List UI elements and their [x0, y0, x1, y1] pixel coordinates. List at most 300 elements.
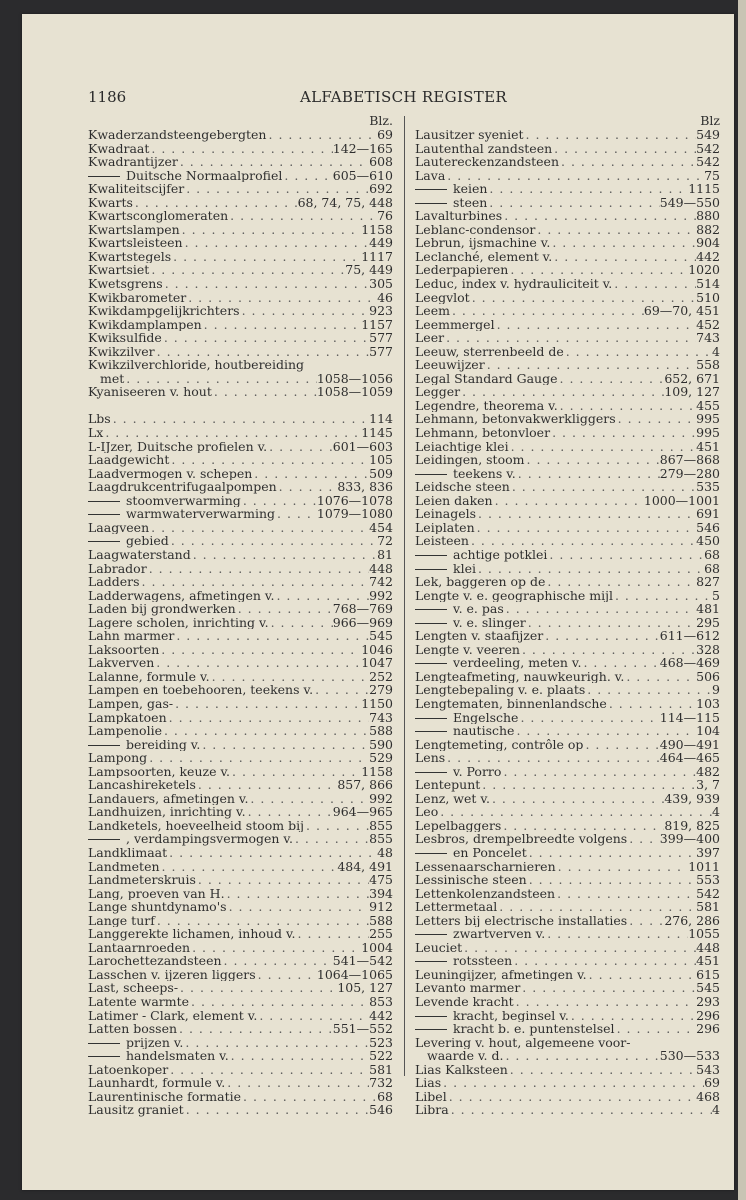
- index-entry: [88, 453, 393, 467]
- dot-leader: [178, 981, 337, 995]
- entry-label: Latimer - Clark, element v.: [88, 1008, 258, 1023]
- index-entry: [88, 602, 393, 616]
- dot-leader: [202, 318, 362, 332]
- index-entry: [415, 548, 720, 562]
- entry-pages: 328: [696, 642, 720, 657]
- dot-leader: [508, 263, 688, 277]
- index-entry: [415, 751, 720, 765]
- index-entry: [88, 467, 393, 481]
- entry-pages: 855: [369, 832, 393, 846]
- dot-leader: [147, 562, 369, 576]
- index-entry: [415, 1009, 720, 1023]
- entry-label: Laagveen: [88, 520, 150, 535]
- dot-leader: [555, 887, 696, 901]
- entry-pages: 69: [377, 128, 393, 142]
- entry-label: prijzen v.: [88, 1036, 183, 1050]
- dot-leader: [162, 331, 369, 345]
- dot-leader: [184, 1103, 369, 1117]
- dot-leader: [476, 507, 696, 521]
- dot-leader: [133, 196, 298, 210]
- entry-label: Kwikdamplampen: [88, 317, 202, 332]
- dot-leader: [178, 155, 369, 169]
- index-entry: [415, 954, 720, 968]
- dot-leader: [480, 778, 696, 792]
- index-entry: [415, 792, 720, 806]
- entry-pages: 966—969: [332, 615, 393, 630]
- entry-label: Kwartsleisteen: [88, 236, 183, 250]
- entry-label: Leiachtige klei: [415, 439, 509, 454]
- dot-leader: [543, 629, 660, 643]
- entry-label: , verdampingsvermogen v.: [88, 832, 293, 846]
- index-entry: [88, 128, 393, 142]
- dot-leader: [149, 263, 345, 277]
- entry-pages: 1055: [688, 927, 720, 941]
- dot-leader: [240, 304, 370, 318]
- entry-pages: 732: [369, 1076, 393, 1090]
- dot-leader: [256, 968, 317, 982]
- index-entry: [88, 521, 393, 535]
- entry-label: Laagdrukcentrifugaalpompen: [88, 480, 277, 494]
- entry-label: Lengtemeting, contrôle op: [415, 737, 584, 752]
- entry-pages: 577: [369, 331, 393, 345]
- entry-label: Kwiksulfide: [88, 331, 162, 345]
- entry-label: Kwetsgrens: [88, 277, 163, 291]
- dot-leader: [512, 954, 696, 968]
- dot-leader: [583, 738, 659, 752]
- entry-pages: 1046: [361, 642, 393, 657]
- entry-label: Lalanne, formule v.: [88, 669, 210, 684]
- entry-label: Leinagels: [415, 507, 477, 521]
- index-entry: [415, 209, 720, 223]
- entry-pages: 546: [369, 1103, 393, 1117]
- entry-pages: 5: [712, 588, 720, 603]
- entry-label: Latten bossen: [88, 1022, 178, 1036]
- index-entry: [415, 372, 720, 386]
- entry-label: Lampenolie: [88, 724, 162, 738]
- entry-label: Lancashireketels: [88, 778, 196, 792]
- index-entry: [88, 236, 393, 250]
- dot-leader: [485, 358, 696, 372]
- entry-label: Lengtebepaling v. e. plaats: [415, 683, 586, 697]
- dot-leader: [228, 209, 377, 223]
- entry-label: Leeuwijzer: [415, 358, 485, 372]
- entry-pages: 551—552: [332, 1022, 393, 1036]
- entry-pages: 75: [704, 168, 720, 183]
- entry-pages: 399—400: [659, 832, 720, 846]
- index-entry: [415, 345, 720, 359]
- dot-leader: [627, 914, 664, 928]
- dot-leader: [229, 1049, 369, 1063]
- index-entry: [415, 995, 720, 1009]
- entry-label: v. e. slinger: [415, 616, 526, 630]
- entry-pages: 448: [696, 940, 720, 955]
- index-entry: [88, 480, 393, 494]
- index-entry: [415, 426, 720, 440]
- index-entry: [415, 860, 720, 874]
- dot-leader: [163, 277, 369, 291]
- index-entry: [415, 1063, 720, 1077]
- index-entry: [415, 927, 720, 941]
- entry-pages: 1158: [361, 222, 393, 237]
- entry-label: en Poncelet: [415, 846, 527, 860]
- dot-leader: [183, 1036, 369, 1050]
- entry-label: Lias Kalksteen: [415, 1062, 508, 1077]
- dot-leader: [501, 819, 664, 833]
- dot-leader: [282, 169, 332, 183]
- index-entry: [88, 968, 393, 982]
- index-entry: [415, 263, 720, 277]
- entry-label: Kyaniseeren v. hout: [88, 385, 212, 399]
- index-entry: [415, 873, 720, 887]
- entry-label: waarde v. d.: [427, 1049, 504, 1063]
- index-entry: [415, 331, 720, 345]
- entry-label: Kwaliteitscijfer: [88, 182, 185, 196]
- entry-pages: 880: [696, 209, 720, 223]
- entry-pages: 255: [369, 927, 393, 941]
- index-entry: [415, 304, 720, 318]
- entry-label: Leuningijzer, afmetingen v.: [415, 967, 587, 982]
- entry-pages: 691: [696, 507, 720, 521]
- index-entry: [88, 1076, 393, 1090]
- entry-label: Duitsche Normaalprofiel: [88, 169, 282, 183]
- index-entry: [415, 534, 720, 548]
- entry-pages: 588: [369, 913, 393, 928]
- index-entry: [415, 1090, 720, 1104]
- entry-pages: 535: [696, 480, 720, 494]
- entry-label: Leeuw, sterrenbeeld de: [415, 344, 564, 359]
- entry-label: nautische: [415, 724, 514, 738]
- index-entry: [415, 589, 720, 603]
- index-entry: [88, 575, 393, 589]
- entry-label: Landmeterskruis: [88, 873, 196, 887]
- index-entry: [415, 1103, 720, 1117]
- index-entry: [88, 548, 393, 562]
- entry-pages: 279: [369, 683, 393, 697]
- entry-pages: 397: [696, 845, 720, 860]
- entry-label: teekens v.: [415, 467, 516, 481]
- entry-pages: 451: [696, 439, 720, 454]
- index-entry: [415, 155, 720, 169]
- entry-label: Lahn marmer: [88, 629, 175, 643]
- dot-leader: [210, 670, 370, 684]
- entry-label: Legger: [415, 385, 461, 399]
- entry-pages: 1158: [361, 764, 393, 779]
- entry-pages: 109, 127: [664, 385, 720, 399]
- dot-leader: [501, 765, 696, 779]
- index-entry: [88, 412, 393, 426]
- entry-pages: 545: [696, 981, 720, 995]
- dot-leader: [535, 223, 696, 237]
- entry-pages: 394: [369, 886, 393, 901]
- entry-pages: 450: [696, 534, 720, 548]
- entry-pages: 506: [696, 669, 720, 684]
- entry-label: Lx: [88, 426, 104, 440]
- index-entry: [88, 182, 393, 196]
- index-entry: [415, 670, 720, 684]
- entry-pages: 1020: [688, 263, 720, 278]
- dot-leader: [200, 738, 369, 752]
- dot-leader: [147, 751, 369, 765]
- index-entry: [88, 291, 393, 305]
- entry-label: Lange turf: [88, 913, 155, 928]
- dot-leader: [183, 236, 370, 250]
- entry-label: handelsmaten v.: [88, 1049, 229, 1063]
- entry-label: Leuciet: [415, 940, 463, 955]
- entry-label: rotssteen: [415, 954, 512, 968]
- entry-pages: 992: [369, 791, 393, 806]
- index-entry: [415, 724, 720, 738]
- index-entry: [415, 941, 720, 955]
- index-entry: [88, 318, 393, 332]
- index-entry: [415, 385, 720, 399]
- entry-pages: 464—465: [659, 751, 720, 765]
- index-entry: [88, 616, 393, 630]
- entry-label: Lautenthal zandsteen: [415, 141, 553, 156]
- entry-pages: 923: [369, 304, 393, 318]
- entry-pages: 1058—1056: [316, 371, 393, 386]
- entry-pages: 1150: [361, 696, 393, 711]
- book-spine-edge: [738, 0, 746, 1200]
- entry-pages: 523: [369, 1035, 393, 1050]
- entry-pages: 451: [696, 954, 720, 968]
- entry-pages: 454: [369, 520, 393, 535]
- dot-leader: [196, 778, 337, 792]
- dot-leader: [487, 196, 659, 210]
- index-entry: [415, 521, 720, 535]
- index-entry: [415, 914, 720, 928]
- entry-label: Kwartsconglomeraten: [88, 209, 229, 223]
- dot-leader: [246, 805, 333, 819]
- dot-leader: [174, 629, 369, 643]
- index-entry: [88, 426, 393, 440]
- index-entry: [415, 480, 720, 494]
- index-entry: [415, 440, 720, 454]
- entry-pages: 448: [369, 561, 393, 576]
- index-entry: [415, 656, 720, 670]
- dot-leader: [236, 602, 333, 616]
- entry-label: Larochettezandsteen: [88, 954, 222, 968]
- dot-leader: [503, 1049, 659, 1063]
- dot-leader: [564, 345, 712, 359]
- entry-pages: 252: [369, 669, 393, 684]
- dot-leader: [269, 616, 333, 630]
- entry-label: Landhuizen, inrichting v.: [88, 805, 246, 819]
- index-entry: [415, 887, 720, 901]
- index-entry: [88, 832, 393, 846]
- index-entry: [88, 358, 393, 372]
- index-entry: [88, 142, 393, 156]
- entry-label: Legendre, theorema v.: [415, 398, 558, 413]
- entry-label: Leo: [415, 805, 439, 819]
- index-entry: [88, 440, 393, 454]
- entry-pages: 1079—1080: [316, 507, 393, 521]
- index-entry: [415, 805, 720, 819]
- entry-label: Lausitzer syeniet: [415, 128, 524, 142]
- entry-pages: 743: [696, 331, 720, 345]
- entry-label: Latoenkoper: [88, 1062, 169, 1077]
- entry-label: bereiding v.: [88, 738, 200, 752]
- dot-leader: [304, 819, 369, 833]
- dot-leader: [225, 1076, 369, 1090]
- blz-label: Blz: [700, 113, 720, 128]
- index-list-left: [88, 128, 393, 1117]
- entry-label: Lessenaarscharnieren: [415, 859, 556, 874]
- dot-leader: [552, 142, 696, 156]
- index-entry: [88, 941, 393, 955]
- entry-label: Leidingen, stoom: [415, 453, 525, 467]
- dot-leader: [558, 399, 696, 413]
- index-entry: [88, 1063, 393, 1077]
- entry-pages: 549: [696, 128, 720, 142]
- entry-label: Kwarts: [88, 195, 133, 210]
- entry-pages: 514: [696, 277, 720, 291]
- entry-pages: 296: [696, 1022, 720, 1036]
- dot-leader: [189, 995, 369, 1009]
- entry-label: Leien daken: [415, 493, 493, 508]
- entry-label: Laadvermogen v. schepen: [88, 466, 253, 481]
- dot-leader: [520, 643, 696, 657]
- index-entry: [88, 724, 393, 738]
- dot-leader: [558, 372, 665, 386]
- dot-leader: [293, 832, 369, 846]
- dot-leader: [212, 385, 317, 399]
- entry-pages: 455: [696, 398, 720, 413]
- entry-label: Leer: [415, 331, 445, 345]
- dot-leader: [257, 1009, 369, 1023]
- dot-leader: [230, 765, 361, 779]
- index-entry: [88, 711, 393, 725]
- dot-leader: [631, 1036, 720, 1050]
- entry-label: Leidsche steen: [415, 480, 510, 494]
- blz-label: Blz.: [369, 113, 393, 128]
- dot-leader: [162, 724, 369, 738]
- index-entry: [415, 467, 720, 481]
- index-entry: [415, 1076, 720, 1090]
- entry-pages: 69: [704, 1076, 720, 1090]
- index-entry: [88, 819, 393, 833]
- dot-leader: [304, 358, 393, 372]
- entry-pages: 529: [369, 751, 393, 765]
- index-entry: [415, 832, 720, 846]
- dot-leader: [241, 494, 317, 508]
- entry-label: Libra: [415, 1103, 449, 1117]
- entry-pages: 543: [696, 1062, 720, 1077]
- dot-leader: [275, 507, 317, 521]
- entry-label: Lengte v. veeren: [415, 642, 520, 657]
- index-entry: [88, 494, 393, 508]
- index-entry: [88, 250, 393, 264]
- entry-label: Lampen, gas-: [88, 696, 174, 711]
- index-entry: [88, 263, 393, 277]
- dot-leader: [552, 250, 696, 264]
- dot-leader: [111, 412, 369, 426]
- dot-leader: [154, 656, 361, 670]
- dot-leader: [616, 412, 697, 426]
- entry-label: Leemmergel: [415, 317, 495, 332]
- dot-leader: [103, 426, 361, 440]
- entry-label: Lbs: [88, 412, 111, 427]
- entry-label: warmwaterverwarming: [88, 507, 275, 521]
- dot-leader: [470, 291, 696, 305]
- entry-label: Leegvlot: [415, 290, 470, 305]
- entry-pages: 546: [696, 520, 720, 535]
- dot-leader: [550, 236, 696, 250]
- index-entry: [88, 1049, 393, 1063]
- entry-pages: 581: [369, 1062, 393, 1077]
- index-entry: [415, 291, 720, 305]
- entry-pages: 833, 836: [337, 480, 393, 494]
- dot-leader: [524, 128, 697, 142]
- index-entry: [88, 683, 393, 697]
- dot-leader: [140, 575, 370, 589]
- entry-pages: 577: [369, 344, 393, 359]
- index-entry: [88, 629, 393, 643]
- entry-pages: 995: [696, 426, 720, 440]
- entry-label: Landklimaat: [88, 845, 168, 860]
- entry-label: Lengten v. staafijzer: [415, 629, 544, 643]
- section-gap: [88, 399, 393, 413]
- entry-label: kracht b. e. puntenstelsel: [415, 1022, 615, 1036]
- entry-pages: 882: [696, 222, 720, 237]
- index-entry: [88, 670, 393, 684]
- index-entry: [88, 507, 393, 521]
- dot-leader: [627, 832, 660, 846]
- dot-leader: [267, 440, 333, 454]
- entry-label: Laagwaterstand: [88, 547, 191, 562]
- entry-label: Lens: [415, 751, 446, 765]
- entry-pages: 104: [696, 724, 720, 738]
- entry-label: Kwartslampen: [88, 222, 180, 237]
- index-entry: [88, 1103, 393, 1117]
- index-column-right: [415, 114, 720, 1117]
- entry-pages: 46: [377, 290, 393, 305]
- entry-label: Lengteafmeting, nauwkeurigh. v.: [415, 669, 625, 684]
- entry-label: v. Porro: [415, 765, 501, 779]
- index-entry: [88, 860, 393, 874]
- entry-pages: 68: [704, 547, 720, 562]
- dot-leader: [525, 453, 660, 467]
- dot-leader: [493, 494, 644, 508]
- entry-label: Last, scheeps-: [88, 981, 179, 995]
- index-entry: [88, 1036, 393, 1050]
- dot-leader: [149, 142, 332, 156]
- entry-pages: 69—70, 451: [643, 304, 720, 318]
- index-entry: [88, 873, 393, 887]
- index-entry: [415, 277, 720, 291]
- dot-leader: [550, 426, 696, 440]
- dot-leader: [516, 467, 660, 481]
- entry-label: Letters bij electrische installaties: [415, 913, 628, 928]
- index-entry: [88, 345, 393, 359]
- index-entry: [415, 575, 720, 589]
- index-entry: [88, 900, 393, 914]
- dot-leader: [607, 697, 696, 711]
- entry-pages: 1011: [688, 859, 720, 874]
- index-entry: [415, 182, 720, 196]
- entry-pages: 276, 286: [664, 913, 720, 928]
- index-entry: [415, 169, 720, 183]
- entry-pages: 481: [696, 602, 720, 616]
- entry-pages: 509: [369, 466, 393, 481]
- dot-leader: [180, 223, 362, 237]
- entry-label: Kwartstegels: [88, 249, 172, 264]
- dot-leader: [449, 1103, 712, 1117]
- index-entry: [415, 968, 720, 982]
- index-entry: [88, 277, 393, 291]
- dot-leader: [447, 1090, 696, 1104]
- entry-label: Lagere scholen, inrichting v.: [88, 615, 269, 630]
- entry-label: Lias: [415, 1076, 442, 1090]
